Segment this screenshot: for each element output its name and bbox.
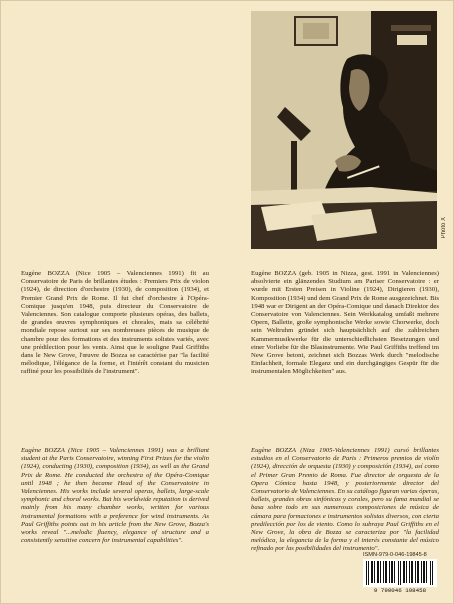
composer-at-desk-photo-icon <box>251 11 437 249</box>
biography-german-text: Eugène BOZZA (geb. 1905 in Nizza, gest. 1991 in Valenciennes) absolvierte ein glänzendes Studium am Pariser Conservatoire : er wurde mit Ersten Preisen in Violine (1924), Dirigieren (1930), Komposition (1934) und dem Grand Prix de Rome ausgezeichnet. Bis 1948 war er Dirigent an der Opéra-Comique und danach Direktor des Conservatoire von Valenciennes. Sein Werkkatalog umfaßt mehrere Opern, Ballette, große symphonische Werke sowie Chorwerke, doch sein Weltruhm gründet sich hauptsächlich auf die zahlreichen Kammermusikwerke für die unterschiedlichsten Besetzungen und einer Vorliebe für die Blasinstrumente. Wie Paul Griffiths treffend im New Grove betont, zeichnet sich Bozzas Werk durch "melodische Einfachheit, formale Eleganz und ein durchgängiges Gespür für die instrumentalen Möglichkeiten" aus. <box>251 270 439 376</box>
biography-french <box>21 270 209 377</box>
biography-english-text: Eugène BOZZA (Nice 1905 – Valenciennes 1991) was a brilliant student at the Paris Conservatoire, winning First Prizes for the violin (1924), conducting (1930), composition (1934), as well as the Grand Prix de Rome. He conducted the orchestra of the Opéra-Comique until 1948 ; he then became Head of the Conservatoire in Valenciennes. His works include several operas, ballets, large-scale symphonic and choral works. But his worldwide reputation is derived mainly from his many chamber works, written for various instrumental formations with a preference for wind instruments. As Paul Griffiths points out in his article from the New Grove, Bozza's works reveal "...melodic fluency, elegance of structure and a consistently sensitive concern for instrumental capabilities". <box>21 447 209 545</box>
portrait-photo <box>251 11 437 249</box>
biography-spanish-text: Eugène BOZZA (Niza 1905-Valenciennes 1991) cursó brillantes estudios en el Conservatorio de Paris : Primeros premios de violín (1924), dirección de orquesta (1930) y composición (1934), así como el Primer Gran Premio de Roma. Fue director de orquesta de la Opera Cómica hasta 1948, y posteriormente director del Conservatorio de Valenciennes. En su catálogo figuran varias óperas, ballets, grandes obras sinfónicas y corales, pero su fama mundial se basa sobre todo en sus numerosas composiciones de música de cámara para formaciones e instrumentos solistas diversos, con cierta predilección por los de viento. Como lo subraya Paul Griffiths en el New Grove, la obra de Bozza se caracteriza por "la facilidad melódica, la elegancia de la forma y el interés constante del músico refinado por las posibilidades del instrumento". <box>251 447 439 553</box>
barcode <box>363 559 437 587</box>
biography-spanish <box>251 447 439 554</box>
ismn-code: ISMN-979-0-046-19845-8 <box>363 552 427 558</box>
biography-french-text: Eugène BOZZA (Nice 1905 – Valenciennes 1991) fit au Conservatoire de Paris de brillantes études : Premiers Prix de violon (1924), de direction d'orchestre (1930), de composition (1934), et Premier Grand Prix de Rome. Il fut chef d'orchestre à l'Opéra-Comique jusqu'en 1948, puis directeur du Conservatoire de Valenciennes. Son catalogue comporte plusieurs opéras, des ballets, de grandes œuvres symphoniques et chorales, mais sa célébrité mondiale repose surtout sur ses nombreuses pièces de musique de chambre pour des formations et des instruments solistes variés, avec une prédilection pour les vents. Ainsi que le souligne Paul Griffiths dans le New Grove, l'œuvre de Bozza se caractérise par "la facilité mélodique, l'élégance de la forme, et l'intérêt constant du musicien raffiné pour les possibilités de l'instrument". <box>21 270 209 376</box>
biography-english <box>21 447 209 545</box>
barcode-number: 9 790046 198458 <box>373 587 427 594</box>
biography-german <box>251 270 439 377</box>
barcode-icon <box>363 559 437 587</box>
photo-credit: Photo X <box>441 217 447 239</box>
